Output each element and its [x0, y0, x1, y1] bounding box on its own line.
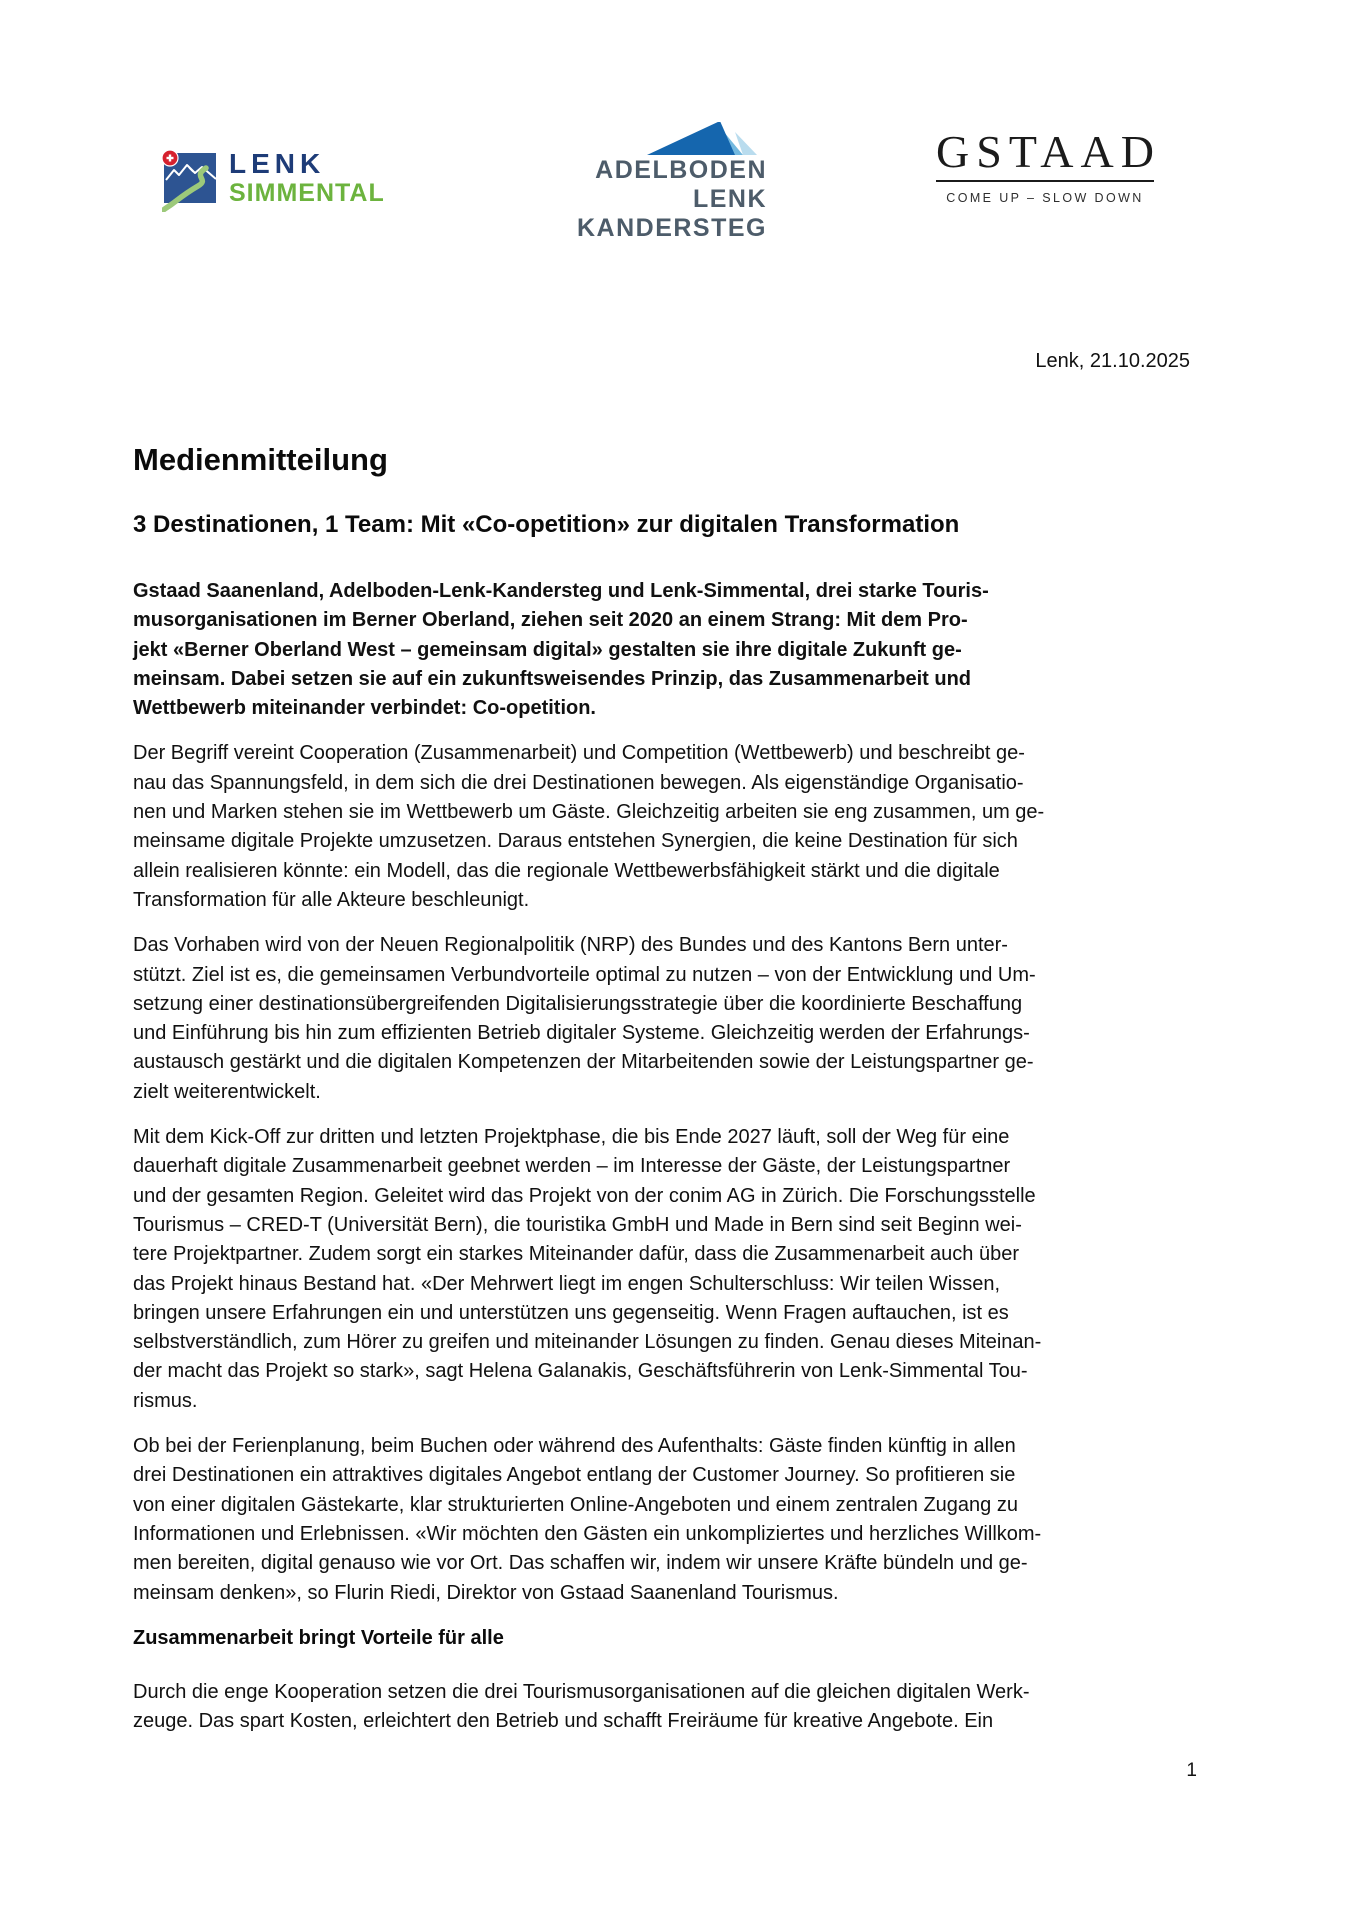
text-line: rismus. — [133, 1389, 198, 1412]
text-line: nen und Marken stehen sie im Wettbewerb um Gäste. Gleichzeitig arbeiten sie eng zusammen, um ge- — [133, 801, 1045, 824]
body-paragraph-3 — [133, 1123, 1211, 1416]
alk-wordmark-line1: ADELBODEN LENK — [595, 156, 767, 213]
alk-wordmark-line2: KANDERSTEG — [576, 214, 767, 242]
lenk-simmental-logo — [162, 148, 385, 212]
text-line: Der Begriff vereint Cooperation (Zusammenarbeit) und Competition (Wettbewerb) und beschreibt ge- — [133, 742, 1025, 765]
text-line: dauerhaft digitale Zusammenarbeit geebnet werden – im Interesse der Gäste, der Leistungspartner — [133, 1155, 1011, 1178]
text-line: und Einführung bis hin zum effizienten Betrieb digitaler Systeme. Gleichzeitig werden der Erfahrungs- — [133, 1022, 1030, 1045]
body-paragraph-1 — [133, 739, 1211, 915]
lenk-simmental-wordmark — [229, 150, 385, 206]
text-line: drei Destinationen ein attraktives digitales Angebot entlang der Customer Journey. So profitieren sie — [133, 1464, 1016, 1487]
lenk-simmental-mountain-river-icon — [162, 148, 220, 212]
mountain-peaks-icon — [643, 122, 765, 156]
gstaad-logo — [936, 126, 1161, 205]
text-line: von einer digitalen Gästekarte, klar strukturierten Online-Angeboten und einem zentralen Zugang zu — [133, 1493, 1018, 1516]
page-number: 1 — [1186, 1760, 1197, 1781]
text-line: nau das Spannungsfeld, in dem sich die drei Destinationen bewegen. Als eigenständige Organisatio- — [133, 771, 1024, 794]
text-line: allein realisieren könnte: ein Modell, das die regionale Wettbewerbsfähigkeit stärkt und die digitale — [133, 859, 1000, 882]
text-line: Tourismus – CRED-T (Universität Bern), die touristika GmbH und Made in Bern sind seit Beginn wei- — [133, 1213, 1022, 1236]
adelboden-lenk-kandersteg-logo — [525, 122, 767, 243]
lenk-wordmark-line2: SIMMENTAL — [229, 179, 385, 207]
text-line: meinsame digitale Projekte umzusetzen. Daraus entstehen Synergien, die keine Destination für sich — [133, 830, 1018, 853]
body-paragraph-2 — [133, 931, 1211, 1107]
section-heading: Zusammenarbeit bringt Vorteile für alle — [133, 1626, 504, 1649]
text-line: Informationen und Erlebnissen. «Wir möchten den Gästen ein unkompliziertes und herzliches Willkom- — [133, 1522, 1042, 1545]
text-line: Mit dem Kick-Off zur dritten und letzten Projektphase, die bis Ende 2027 läuft, soll der Weg für eine — [133, 1126, 1010, 1149]
text-line: meinsam denken», so Flurin Riedi, Direktor von Gstaad Saanenland Tourismus. — [133, 1581, 839, 1604]
gstaad-wordmark: GSTAAD — [936, 126, 1161, 177]
text-line: men bereiten, digital genauso wie vor Ort. Das schaffen wir, indem wir unsere Kräfte bündeln und ge- — [133, 1552, 1028, 1575]
text-line: zielt weiterentwickelt. — [133, 1080, 321, 1103]
body-paragraph-5 — [133, 1678, 1211, 1737]
text-line: Das Vorhaben wird von der Neuen Regionalpolitik (NRP) des Bundes und des Kantons Bern unter- — [133, 934, 1008, 957]
text-line: meinsam. Dabei setzen sie auf ein zukunftsweisendes Prinzip, das Zusammenarbeit und — [133, 667, 972, 690]
dateline: Lenk, 21.10.2025 — [1035, 350, 1190, 372]
text-line: tere Projektpartner. Zudem sorgt ein starkes Miteinander dafür, dass die Zusammenarbeit auch über — [133, 1243, 1020, 1266]
text-line: der macht das Projekt so stark», sagt Helena Galanakis, Geschäftsführerin von Lenk-Simmental Tou- — [133, 1360, 1028, 1383]
gstaad-tagline: COME UP – SLOW DOWN — [946, 191, 1144, 205]
text-line: austausch gestärkt und die digitalen Kompetenzen der Mitarbeitenden sowie der Leistungspartner ge- — [133, 1051, 1034, 1074]
document-body — [133, 441, 1211, 1752]
text-line: das Projekt hinaus Bestand hat. «Der Mehrwert liegt im engen Schulterschluss: Wir teilen Wissen, — [133, 1272, 1001, 1295]
text-line: jekt «Berner Oberland West – gemeinsam digital» gestalten sie ihre digitale Zukunft ge- — [133, 638, 962, 661]
text-line: musorganisationen im Berner Oberland, ziehen seit 2020 an einem Strang: Mit dem Pro- — [133, 609, 968, 632]
text-line: Gstaad Saanenland, Adelboden-Lenk-Kandersteg und Lenk-Simmental, drei starke Touris- — [133, 580, 989, 602]
text-line: Ob bei der Ferienplanung, beim Buchen oder während des Aufenthalts: Gäste finden künftig in allen — [133, 1435, 1016, 1458]
text-line: stützt. Ziel ist es, die gemeinsamen Verbundvorteile optimal zu nutzen – von der Entwicklung und Um- — [133, 963, 1036, 986]
text-line: setzung einer destinationsübergreifenden Digitalisierungsstrategie über die koordinierte Beschaffung — [133, 992, 1023, 1015]
text-line: Wettbewerb miteinander verbindet: Co-opetition. — [133, 697, 596, 720]
document-subtitle: 3 Destinationen, 1 Team: Mit «Co-opetition» zur digitalen Transformation — [133, 511, 960, 538]
text-line: bringen unsere Erfahrungen ein und unterstützen uns gegenseitig. Wenn Fragen auftauchen, ist es — [133, 1301, 1009, 1324]
text-line: Transformation für alle Akteure beschleunigt. — [133, 888, 530, 911]
document-title: Medienmitteilung — [133, 442, 388, 477]
text-line: selbstverständlich, zum Hörer zu greifen und miteinander Lösungen zu finden. Genau dieses Miteinan- — [133, 1331, 1042, 1354]
text-line: und der gesamten Region. Geleitet wird das Projekt von der conim AG in Zürich. Die Forschungsstelle — [133, 1184, 1036, 1207]
text-line: zeuge. Das spart Kosten, erleichtert den Betrieb und schafft Freiräume für kreative Angebote. Ein — [133, 1710, 994, 1733]
lead-paragraph — [133, 577, 1211, 723]
lenk-wordmark-line1: LENK — [229, 148, 326, 179]
gstaad-rule-divider — [936, 180, 1154, 182]
text-line: Durch die enge Kooperation setzen die drei Tourismusorganisationen auf die gleichen digitalen Werk- — [133, 1680, 1030, 1703]
body-paragraph-4 — [133, 1432, 1211, 1608]
